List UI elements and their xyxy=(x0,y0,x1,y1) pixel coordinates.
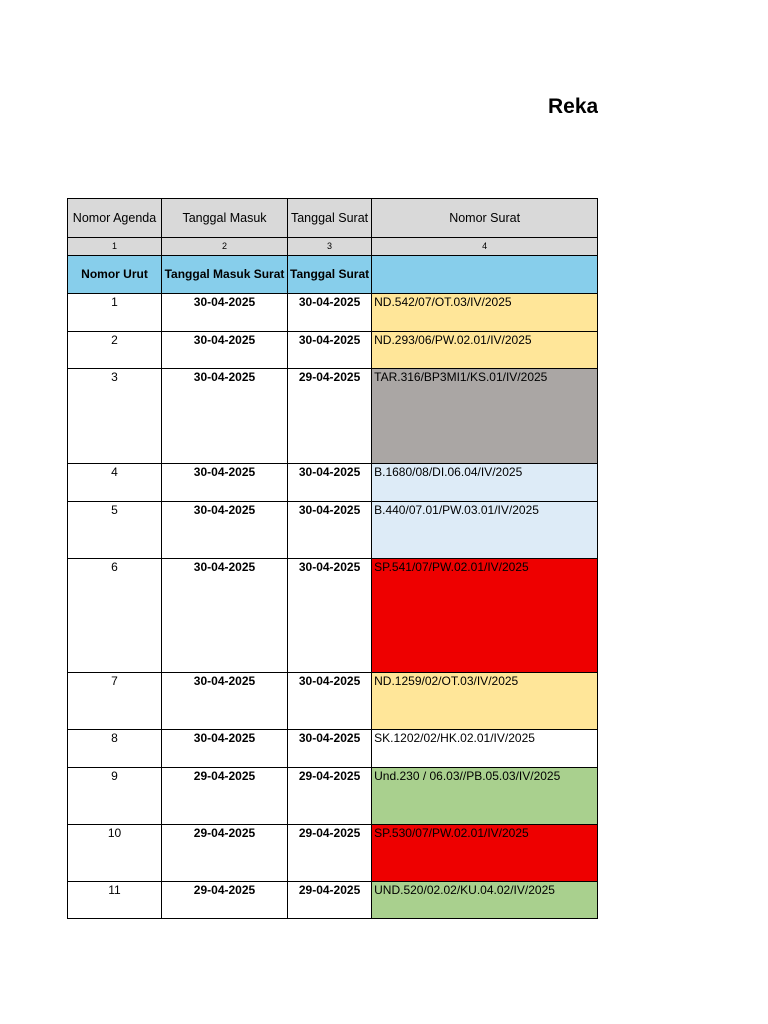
tanggal-masuk-cell: 30-04-2025 xyxy=(162,294,288,332)
table-row xyxy=(68,882,598,919)
row-number: 8 xyxy=(68,730,162,768)
tanggal-surat-cell: 30-04-2025 xyxy=(288,730,372,768)
tanggal-surat-cell: 30-04-2025 xyxy=(288,332,372,369)
header-tanggal-masuk-surat: Tanggal Masuk Surat xyxy=(162,256,288,294)
nomor-surat-cell: UND.520/02.02/KU.04.02/IV/2025 xyxy=(372,882,598,919)
row-number: 2 xyxy=(68,332,162,369)
table-row xyxy=(68,730,598,768)
nomor-surat-cell: B.1680/08/DI.06.04/IV/2025 xyxy=(372,464,598,502)
tanggal-surat-cell: 29-04-2025 xyxy=(288,369,372,464)
table-row xyxy=(68,825,598,882)
tanggal-surat-cell: 30-04-2025 xyxy=(288,502,372,559)
tanggal-surat-cell: 30-04-2025 xyxy=(288,673,372,730)
tanggal-masuk-cell: 29-04-2025 xyxy=(162,768,288,825)
row-number: 1 xyxy=(68,294,162,332)
header-col-number: 2 xyxy=(162,238,288,256)
tanggal-masuk-cell: 30-04-2025 xyxy=(162,332,288,369)
tanggal-masuk-cell: 30-04-2025 xyxy=(162,464,288,502)
row-number: 4 xyxy=(68,464,162,502)
tanggal-surat-cell: 29-04-2025 xyxy=(288,768,372,825)
tanggal-masuk-cell: 29-04-2025 xyxy=(162,825,288,882)
nomor-surat-cell: Und.230 / 06.03//PB.05.03/IV/2025 xyxy=(372,768,598,825)
table-row xyxy=(68,294,598,332)
header-nomor-surat: Nomor Surat xyxy=(372,199,598,238)
table-row xyxy=(68,502,598,559)
nomor-surat-cell: ND.542/07/OT.03/IV/2025 xyxy=(372,294,598,332)
agenda-table xyxy=(67,198,598,919)
header-nomor-urut: Nomor Urut xyxy=(68,256,162,294)
tanggal-surat-cell: 30-04-2025 xyxy=(288,294,372,332)
tanggal-masuk-cell: 30-04-2025 xyxy=(162,502,288,559)
nomor-surat-cell: SP.530/07/PW.02.01/IV/2025 xyxy=(372,825,598,882)
row-number: 5 xyxy=(68,502,162,559)
row-number: 7 xyxy=(68,673,162,730)
nomor-surat-cell: TAR.316/BP3MI1/KS.01/IV/2025 xyxy=(372,369,598,464)
tanggal-masuk-cell: 30-04-2025 xyxy=(162,730,288,768)
header-col-number: 3 xyxy=(288,238,372,256)
row-number: 6 xyxy=(68,559,162,673)
row-number: 9 xyxy=(68,768,162,825)
row-number: 11 xyxy=(68,882,162,919)
header-tanggal-surat: Tanggal Surat xyxy=(288,199,372,238)
nomor-surat-cell: ND.1259/02/OT.03/IV/2025 xyxy=(372,673,598,730)
row-number: 10 xyxy=(68,825,162,882)
table-row xyxy=(68,332,598,369)
tanggal-masuk-cell: 30-04-2025 xyxy=(162,673,288,730)
table-row xyxy=(68,673,598,730)
tanggal-surat-cell: 30-04-2025 xyxy=(288,464,372,502)
table-row xyxy=(68,768,598,825)
header-tanggal-surat-2: Tanggal Surat xyxy=(288,256,372,294)
tanggal-surat-cell: 29-04-2025 xyxy=(288,882,372,919)
table-row xyxy=(68,369,598,464)
table-row xyxy=(68,464,598,502)
header-nomor-agenda: Nomor Agenda xyxy=(68,199,162,238)
row-number: 3 xyxy=(68,369,162,464)
table-row xyxy=(68,559,598,673)
nomor-surat-cell: B.440/07.01/PW.03.01/IV/2025 xyxy=(372,502,598,559)
header-col-number: 4 xyxy=(372,238,598,256)
nomor-surat-cell: SP.541/07/PW.02.01/IV/2025 xyxy=(372,559,598,673)
page-title: Reka xyxy=(548,95,598,118)
header-row-numbers xyxy=(68,238,598,256)
tanggal-surat-cell: 29-04-2025 xyxy=(288,825,372,882)
nomor-surat-cell: ND.293/06/PW.02.01/IV/2025 xyxy=(372,332,598,369)
header-blank xyxy=(372,256,598,294)
tanggal-masuk-cell: 29-04-2025 xyxy=(162,882,288,919)
header-row-subtitles xyxy=(68,256,598,294)
tanggal-masuk-cell: 30-04-2025 xyxy=(162,369,288,464)
header-row-titles xyxy=(68,199,598,238)
header-col-number: 1 xyxy=(68,238,162,256)
header-tanggal-masuk: Tanggal Masuk xyxy=(162,199,288,238)
tanggal-surat-cell: 30-04-2025 xyxy=(288,559,372,673)
tanggal-masuk-cell: 30-04-2025 xyxy=(162,559,288,673)
nomor-surat-cell: SK.1202/02/HK.02.01/IV/2025 xyxy=(372,730,598,768)
